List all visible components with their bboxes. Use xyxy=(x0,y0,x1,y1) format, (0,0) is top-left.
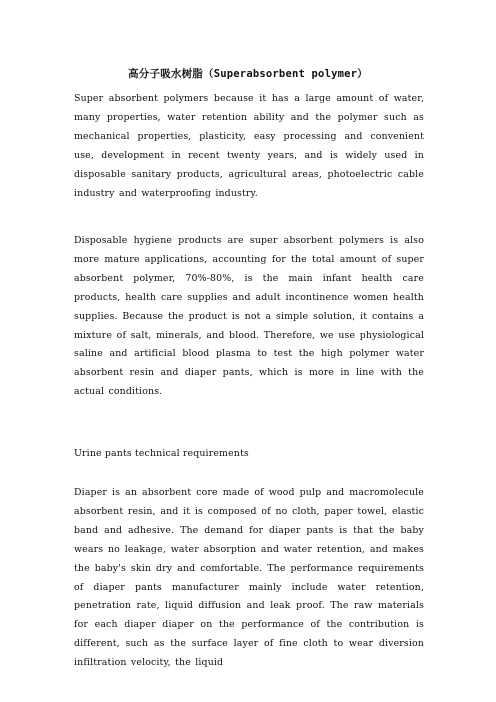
paragraph-hygiene-products: Disposable hygiene products are super absorbent polymers is also more mature applications, accounting for the total amount of super absorbent polymer, 70%-80%, is the main infant health care products, health care supplies and adult incontinence women health supplies. Because the product is not a simple solution, it contains a mixture of salt, minerals, and blood. Therefore, we use physiological saline and artificial blood plasma to test the high polymer water absorbent resin and diaper pants, which is more in line with the actual conditions. xyxy=(74,235,424,398)
section-heading: Urine pants technical requirements xyxy=(74,448,249,459)
document-title: 高分子吸水树脂（Superabsorbent polymer） xyxy=(128,68,368,80)
paragraph-diaper-requirements: Diaper is an absorbent core made of wood pulp and macromolecule absorbent resin, and it is composed of no cloth, paper towel, elastic band and adhesive. The demand for diaper pants is that the baby wears no leakage, water absorption and water retention, and makes the baby's skin dry and comfortable. The performance requirements of diaper pants manufacturer mainly include water retention, penetration rate, liquid diffusion and leak proof. The raw materials for each diaper diaper on the performance of the contribution is different, such as the surface layer of fine cloth to wear diversion infiltration velocity, the liquid xyxy=(74,487,424,669)
paragraph-intro: Super absorbent polymers because it has a large amount of water, many properties, water retention ability and the polymer such as mechanical properties, plasticity, easy processing and convenient use, development in recent twenty years, and is widely used in disposable sanitary products, agricultural areas, photoelectric cable industry and waterproofing industry. xyxy=(74,93,424,199)
